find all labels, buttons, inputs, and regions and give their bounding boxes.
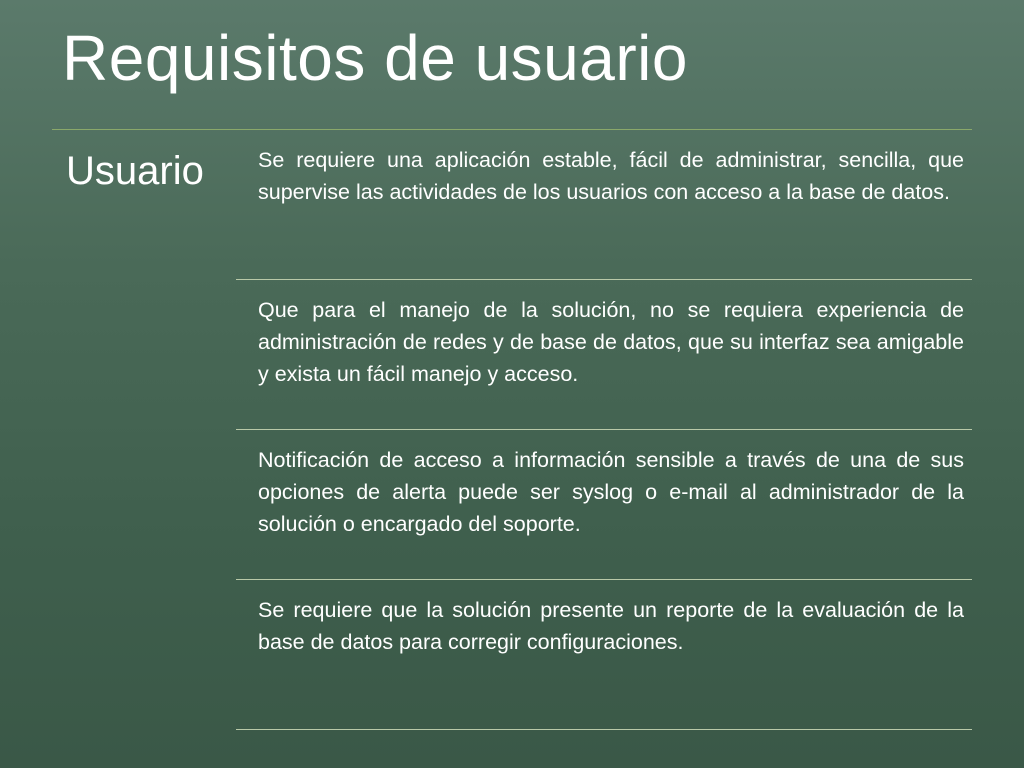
requirement-item: Que para el manejo de la solución, no se requiera experiencia de administración de redes y de base de datos, que su interfaz sea amigable y exista un fácil manejo y acceso. <box>236 280 972 430</box>
requirement-item: Se requiere una aplicación estable, fácil de administrar, sencilla, que supervise las actividades de los usuarios con acceso a la base de datos. <box>236 130 972 280</box>
requirement-item: Se requiere que la solución presente un reporte de la evaluación de la base de datos para corregir configuraciones. <box>236 580 972 730</box>
slide-title: Requisitos de usuario <box>62 22 688 94</box>
row-label-usuario: Usuario <box>66 149 204 193</box>
requirement-item: Notificación de acceso a información sensible a través de una de sus opciones de alerta puede ser syslog o e-mail al administrador de la solución o encargado del soporte. <box>236 430 972 580</box>
requirements-list <box>236 130 972 730</box>
